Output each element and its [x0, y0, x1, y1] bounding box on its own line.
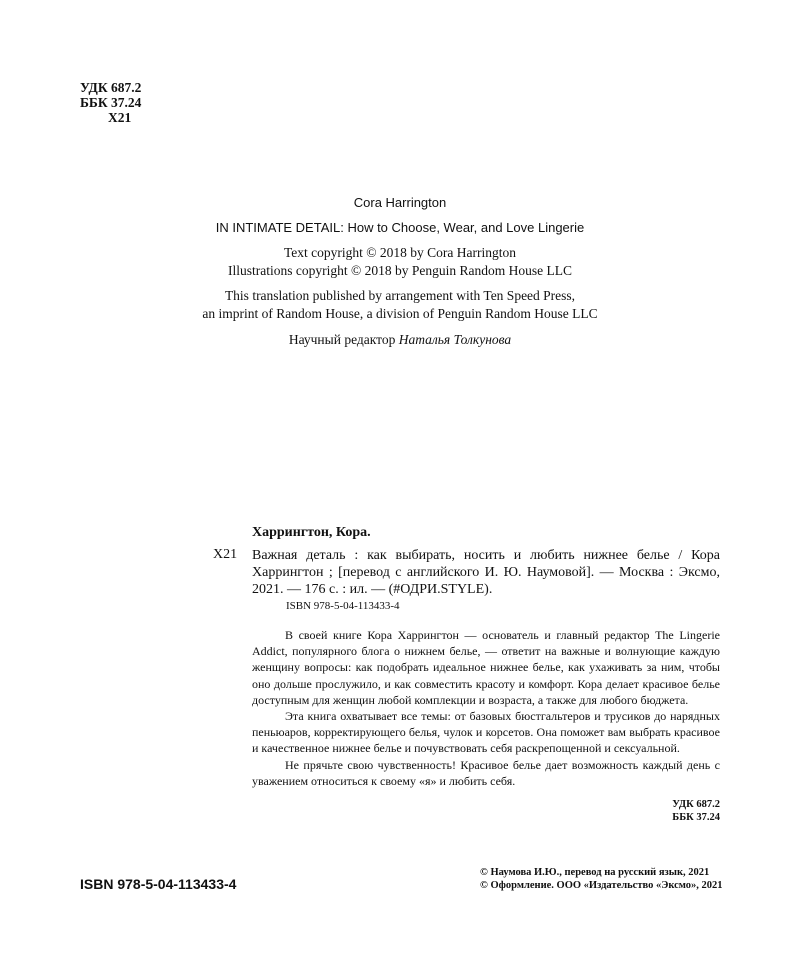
illustrations-copyright: Illustrations copyright © 2018 by Penguin Random House LLC — [228, 263, 572, 278]
annotation-paragraph: Не прячьте свою чувственность! Красивое белье дает возможность каждый день с уважением относиться к своему «я» и любить себя. — [252, 757, 720, 788]
annotation-paragraph: В своей книге Кора Харрингтон — основатель и главный редактор The Lingerie Addict, популярного блога о нижнем белье, — ответит на важные и волнующие каждую женщину вопросы: как подобрать идеальное нижнее белье, как ухаживать за ним, чтобы оно дольше прослужило, и как совместить красоту и комфорт. Кора делает красивое белье доступным для женщин любой комплекции и возраста, а также для любого бюджета. — [252, 628, 720, 707]
bibliographic-code: Х21 — [213, 547, 238, 562]
udk-code: УДК 687.2 — [80, 80, 142, 95]
text-copyright: Text copyright © 2018 by Cora Harrington — [283, 245, 517, 260]
copyright-translation: © Наумова И.Ю., перевод на русский язык, 2021 — [480, 867, 710, 878]
bbk-code: ББК 37.24 — [80, 95, 142, 110]
annotation — [252, 627, 720, 789]
footer-isbn: ISBN 978-5-04-113433-4 — [80, 876, 237, 892]
classification-codes — [80, 80, 141, 125]
bibliographic-description: Важная деталь : как выбирать, носить и любить нижнее белье / Кора Харрингтон ; [перевод с английского И. Ю. Наумовой]. — Москва : Эксмо, 2021. — 176 с. : ил. — (#ОДРИ.STYLE). — [252, 548, 720, 597]
original-title: IN INTIMATE DETAIL: How to Choose, Wear, and Love Lingerie — [215, 220, 585, 235]
editor-label: Научный редактор — [288, 332, 396, 347]
copyright-design: © Оформление. ООО «Издательство «Эксмо», 2021 — [480, 880, 723, 891]
annotation-paragraph: Эта книга охватывает все темы: от базовых бюстгальтеров и трусиков до нарядных пеньюаров, корректирующего белья, чулок и корсетов. Она поможет вам выбрать красивое и качественное нижнее белье и почувствовать себя раскрепощенной и сексуальной. — [252, 709, 720, 756]
author-sign: Х21 — [108, 110, 132, 125]
original-author: Cora Harrington — [353, 195, 447, 210]
translation-note-line-1: This translation published by arrangement with Ten Speed Press, — [224, 288, 576, 303]
footer-copyright — [480, 866, 723, 892]
translation-note-line-2: an imprint of Random House, a division of Penguin Random House LLC — [202, 306, 598, 321]
scientific-editor — [0, 331, 800, 349]
annotation-bbk: ББК 37.24 — [672, 811, 720, 823]
annotation-codes — [672, 799, 720, 824]
annotation-udk: УДК 687.2 — [672, 799, 720, 810]
editor-name: Наталья Толкунова — [398, 332, 512, 347]
bibliographic-isbn: ISBN 978-5-04-113433-4 — [286, 600, 400, 612]
bibliographic-heading: Харрингтон, Кора. — [252, 525, 371, 540]
